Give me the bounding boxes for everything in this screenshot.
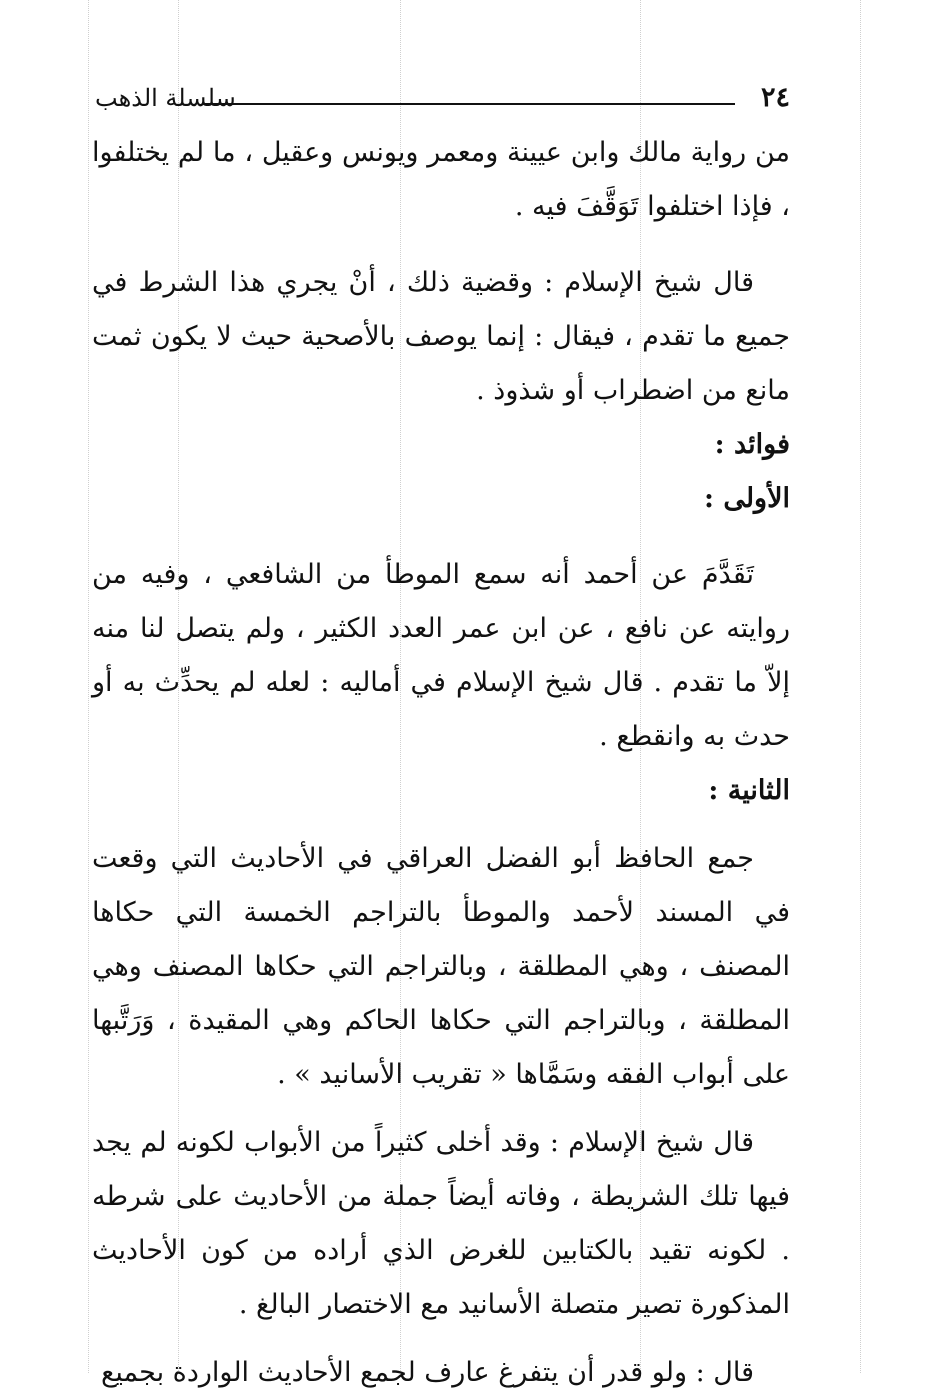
heading-ula: الأولى : [703, 483, 790, 514]
paragraph-1: من رواية مالك وابن عيينة ومعمر ويونس وعقيل ، ما لم يختلفوا ، فإذا اختلفوا تَوَقَّفَ فيه . [92, 137, 790, 222]
paragraph-5: قال شيخ الإسلام : وقد أخلى كثيراً من الأبواب لكونه لم يجد فيها تلك الشريطة ، وفاته أيضاً جملة من الأحاديث على شرطه . لكونه تقيد بالكتابين للغرض الذي أراده من كون الأحاديث المذكورة تصير متصلة الأسانيد مع الاختصار البالغ . [92, 1127, 790, 1320]
page-header [95, 78, 790, 118]
scan-artifact-line [88, 0, 89, 1373]
scan-artifact-line [860, 0, 861, 1373]
running-title: سلسلة الذهب [95, 84, 236, 112]
paragraph-3: تَقَدَّمَ عن أحمد أنه سمع الموطأ من الشافعي ، وفيه من روايته عن نافع ، عن ابن عمر العدد الكثير ، ولم يتصل لنا منه إلاّ ما تقدم . قال شيخ الإسلام في أماليه : لعله لم يحدِّث به أو حدث به وانقطع . [92, 559, 790, 752]
page-body [92, 126, 790, 1400]
paragraph-2: قال شيخ الإسلام : وقضية ذلك ، أنْ يجري هذا الشرط في جميع ما تقدم ، فيقال : إنما يوصف بالأصحية حيث لا يكون ثمت مانع من اضطراب أو شذوذ . [92, 267, 790, 406]
heading-fawaid: فوائد : [714, 429, 790, 460]
page-number: ٢٤ [760, 82, 790, 113]
heading-thaniya: الثانية : [708, 775, 790, 806]
paragraph-4: جمع الحافظ أبو الفضل العراقي في الأحاديث التي وقعت في المسند لأحمد والموطأ بالتراجم الخمسة التي حكاها المصنف ، وهي المطلقة ، وبالتراجم التي حكاها المصنف وهي المطلقة ، وبالتراجم التي حكاها الحاكم وهي المقيدة ، وَرَتَّبها على أبواب الفقه وسَمَّاها « تقريب الأسانيد » . [92, 843, 790, 1090]
paragraph-6: قال : ولو قدر أن يتفرغ عارف لجمع الأحاديث الواردة بجميع [101, 1357, 754, 1388]
header-rule [205, 103, 735, 105]
